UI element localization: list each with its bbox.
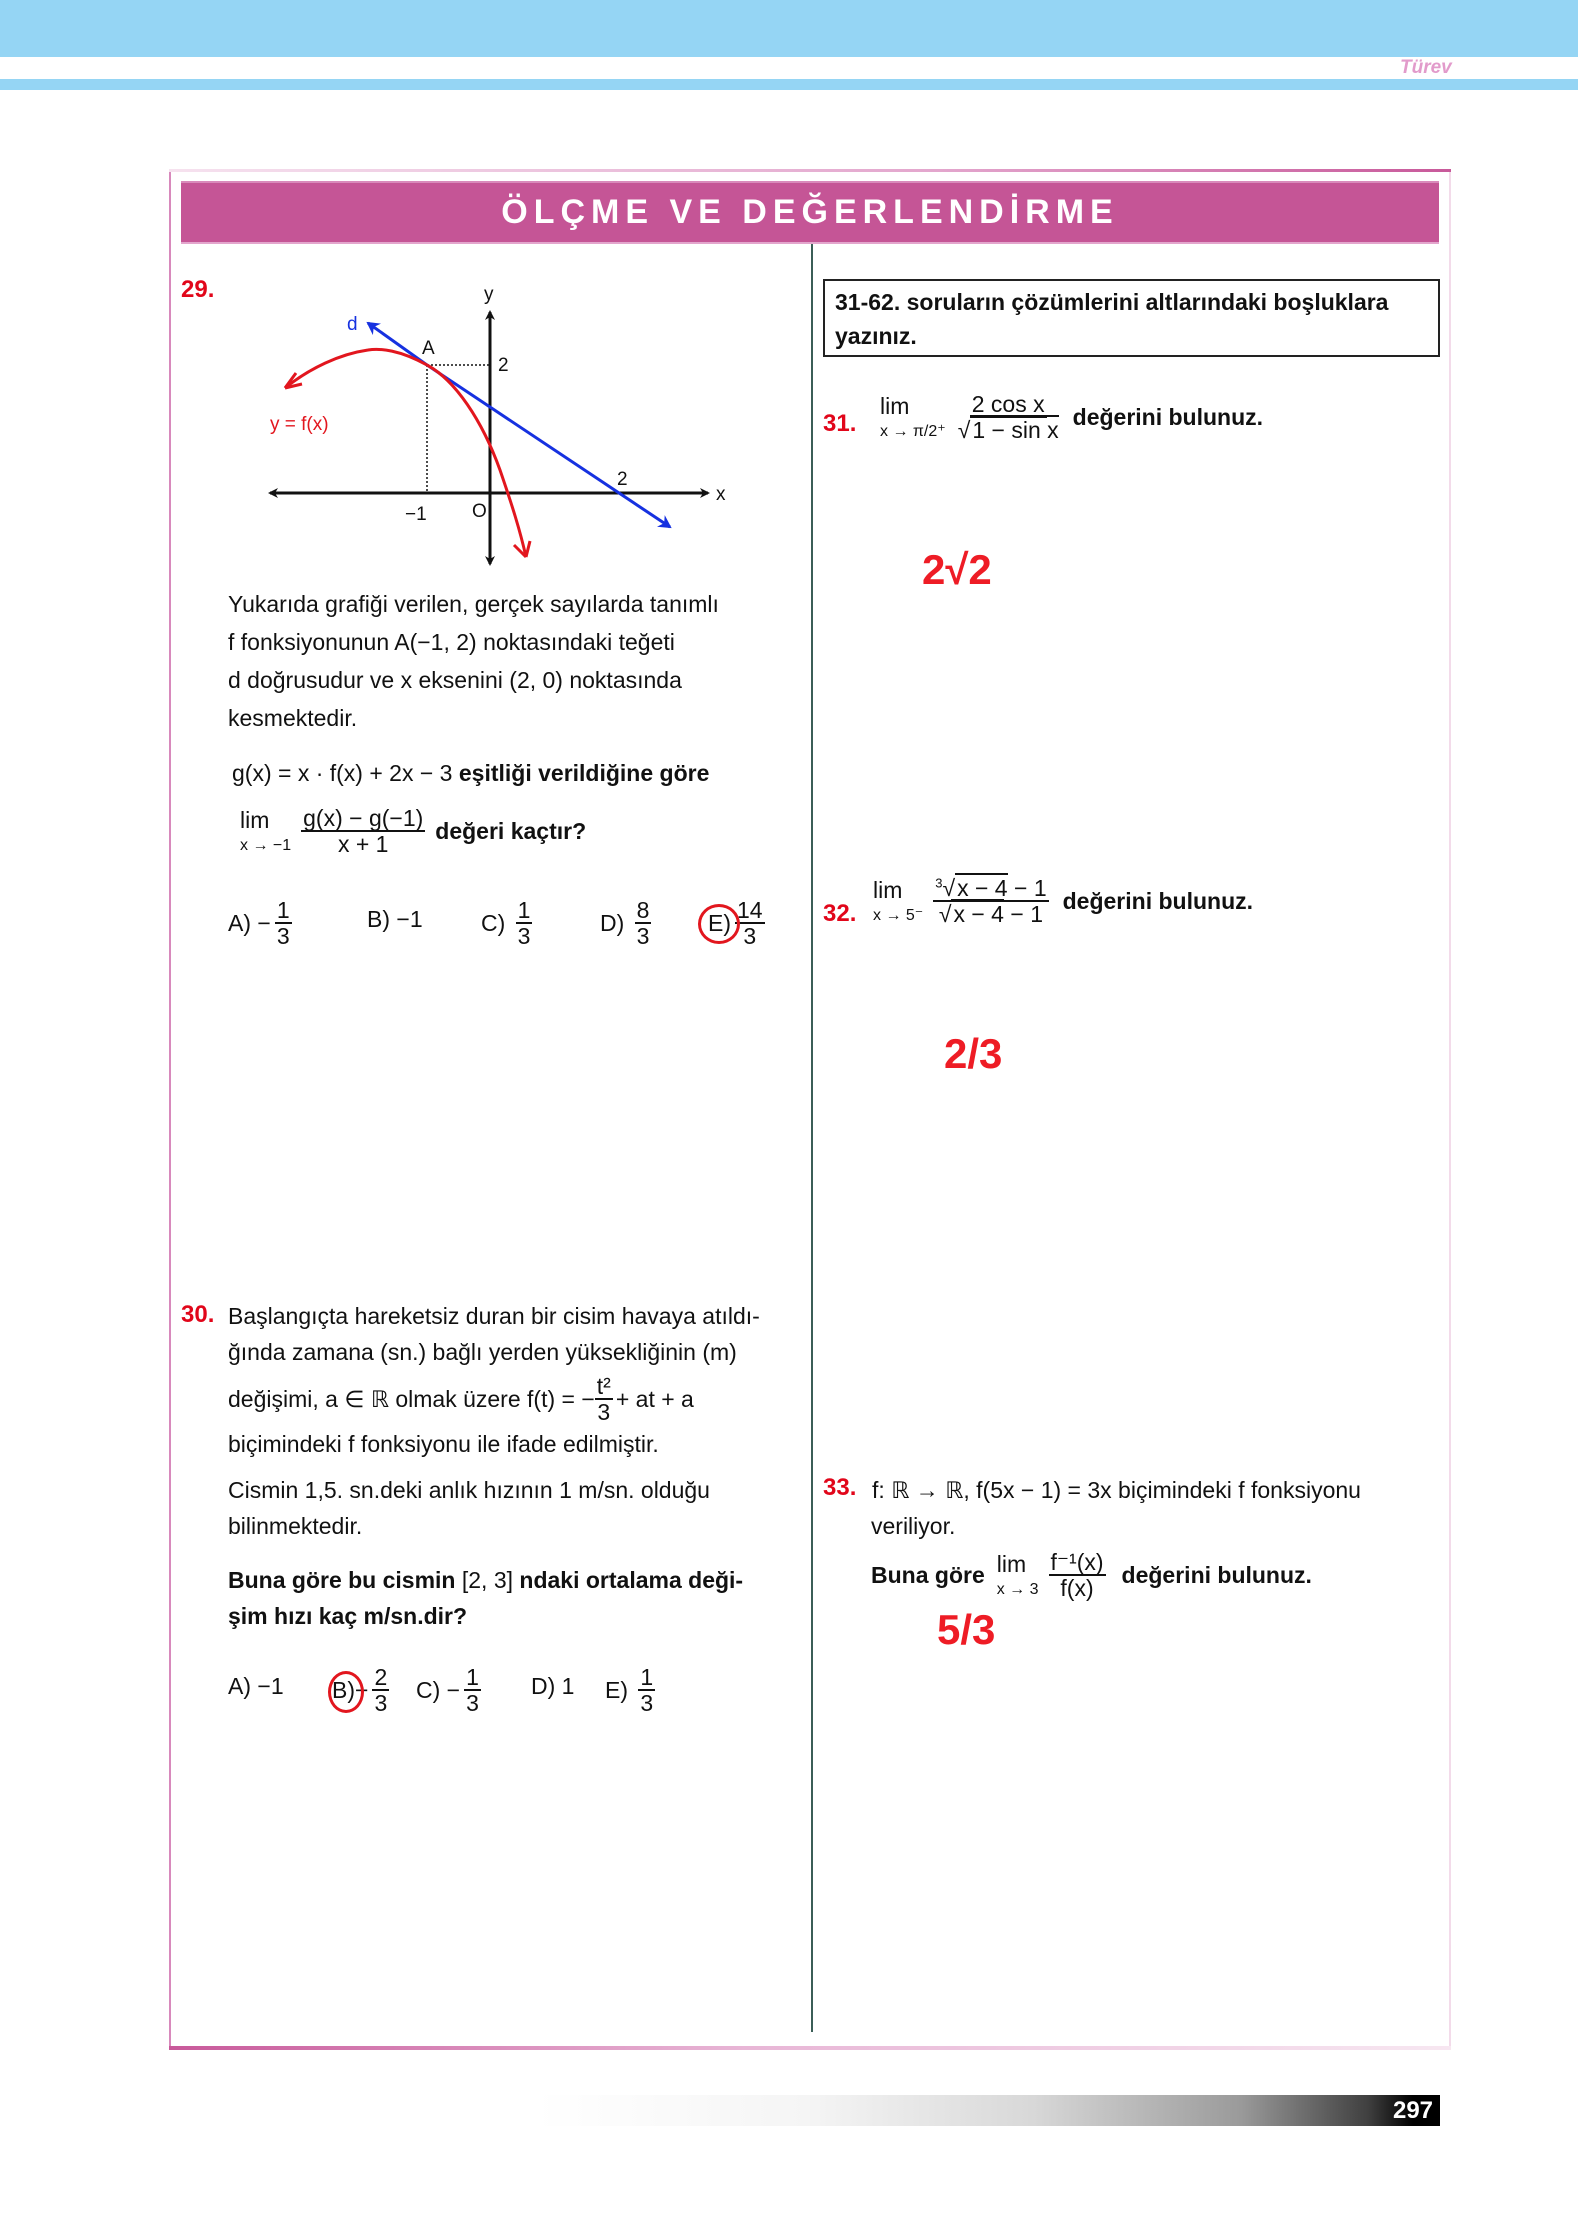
curve-f-right [427, 365, 526, 557]
handwritten-answer-33: 5/3 [937, 1606, 996, 1653]
q29-equation: g(x) = x · f(x) + 2x − 3 [232, 760, 453, 786]
q29-fraction: $\frac{g(x) - g(-1)}{x + 1}$ [303, 805, 424, 858]
q30-option-c[interactable]: C) − $\frac{1}{3}$ [416, 1664, 479, 1717]
q30-option-a[interactable]: A) −1 [228, 1673, 284, 1699]
handwritten-answer-31: 2√2 [922, 546, 992, 593]
bottom-band [0, 79, 1578, 90]
q30-line-1: Başlangıçta hareketsiz duran bir cisim havaya atıldı- [228, 1303, 760, 1329]
svg-text:x: x [716, 484, 726, 505]
q29-question-suffix: değeri kaçtır? [435, 818, 587, 845]
instructions-box: 31-62. soruların çözümlerini altlarındaki boşluklara yazınız. [823, 279, 1440, 357]
q29-limit-line [240, 806, 586, 856]
question-number-31: 31. [823, 410, 857, 437]
q29-paragraph-line-2: f fonksiyonunun A(−1, 2) noktasındaki teğeti [228, 629, 675, 655]
question-number-33: 33. [823, 1474, 857, 1501]
q29-option-c[interactable]: C) $\frac{1}{3}$ [481, 897, 531, 950]
q29-option-e[interactable]: E) $\frac{14}{3}$ [708, 897, 763, 950]
page-number: 297 [1392, 2096, 1434, 2124]
svg-text:y: y [484, 284, 494, 305]
question-number-30: 30. [181, 1301, 215, 1328]
q29-equation-suffix: eşitliği verildiğine göre [458, 760, 710, 786]
q29-option-a[interactable]: A) − $\frac{1}{3}$ [228, 897, 290, 950]
q29-option-b[interactable]: B) −1 [367, 906, 423, 932]
q30-option-e[interactable]: E) $\frac{1}{3}$ [605, 1664, 654, 1717]
q30-line-3: değişimi, a ∈ ℝ olmak üzere f(t) = − $\frac{\text{t²}}{3}$ + at + a [228, 1373, 694, 1426]
question-number-32: 32. [823, 900, 857, 927]
header-strip [0, 57, 1578, 79]
q29-paragraph-line-4: kesmektedir. [228, 705, 358, 731]
q29-paragraph-line-1: Yukarıda grafiği verilen, gerçek sayılarda tanımlı [228, 591, 719, 617]
tangent-line-d [368, 323, 427, 365]
column-divider [811, 244, 813, 2032]
q29-paragraph-line-3: d doğrusudur ve x eksenini (2, 0) noktasında [228, 667, 682, 693]
q32-expression: lim x → 5⁻ $\frac{^3√x - 4 - 1}{√x - 4 - 1}$ değerini bulunuz. [873, 875, 1254, 928]
handwritten-answer-32: 2/3 [944, 1030, 1003, 1077]
svg-text:d: d [347, 314, 358, 335]
q33-question: Buna göre lim x → 3 $\frac{\text{f⁻¹(x)}}{f(x)}$ değerini bulunuz. [871, 1549, 1312, 1602]
q32-fraction: $\frac{^3√x - 4 - 1}{√x - 4 - 1}$ [935, 875, 1047, 928]
q33-line-1: f: ℝ → ℝ, f(5x − 1) = 3x biçimindeki f fonksiyonu [872, 1477, 1361, 1503]
svg-text:2: 2 [498, 355, 509, 376]
q31-fraction: $\frac{\text{2 cos x}}{\text{√1 − sin x}}$ [957, 391, 1059, 444]
svg-text:A: A [422, 338, 435, 359]
frame-bottom-border [169, 2046, 1451, 2050]
svg-text:−1: −1 [405, 504, 427, 525]
q29-option-d[interactable]: D) $\frac{8}{3}$ [600, 897, 650, 950]
chapter-title: Türev [1400, 57, 1452, 78]
q30-line-4: biçimindeki f fonksiyonu ile ifade edilmiştir. [228, 1431, 659, 1457]
q30-option-b[interactable]: B) − $\frac{2}{3}$ [332, 1664, 388, 1717]
function-graph [250, 270, 750, 570]
q31-expression: lim x → π/2⁺ $\frac{\text{2 cos x}}{\text{√1 − sin x}}$ değerini bulunuz. [880, 391, 1264, 444]
frame-top-border [169, 169, 1451, 172]
svg-text:O: O [472, 501, 487, 522]
q30-question-line-2: şim hızı kaç m/sn.dir? [228, 1603, 468, 1629]
section-title: ÖLÇME VE DEĞERLENDİRME [181, 181, 1439, 244]
page-number-bar [536, 2095, 1440, 2126]
curve-f-left [285, 349, 427, 388]
q30-question-line-1: Buna göre bu cismin [2, 3] ndaki ortalama deği- [228, 1567, 744, 1593]
q29-limit: lim x → −1 [240, 806, 292, 854]
q29-equation-line [232, 755, 709, 791]
svg-text:2: 2 [617, 469, 628, 490]
q30-option-d[interactable]: D) 1 [531, 1673, 575, 1699]
q33-fraction: $\frac{\text{f⁻¹(x)}}{f(x)}$ [1050, 1549, 1104, 1602]
question-number-29: 29. [181, 276, 215, 303]
q30-line-5: Cismin 1,5. sn.deki anlık hızının 1 m/sn. olduğu [228, 1477, 710, 1503]
q30-line-2: ğında zamana (sn.) bağlı yerden yüksekliğinin (m) [228, 1339, 737, 1365]
top-band [0, 0, 1578, 57]
svg-text:y = f(x): y = f(x) [270, 414, 329, 435]
selected-answer-circle-q29 [698, 904, 740, 944]
selected-answer-circle-q30 [328, 1671, 364, 1713]
q30-line-6: bilinmektedir. [228, 1513, 363, 1539]
q33-line-2: veriliyor. [871, 1513, 956, 1539]
